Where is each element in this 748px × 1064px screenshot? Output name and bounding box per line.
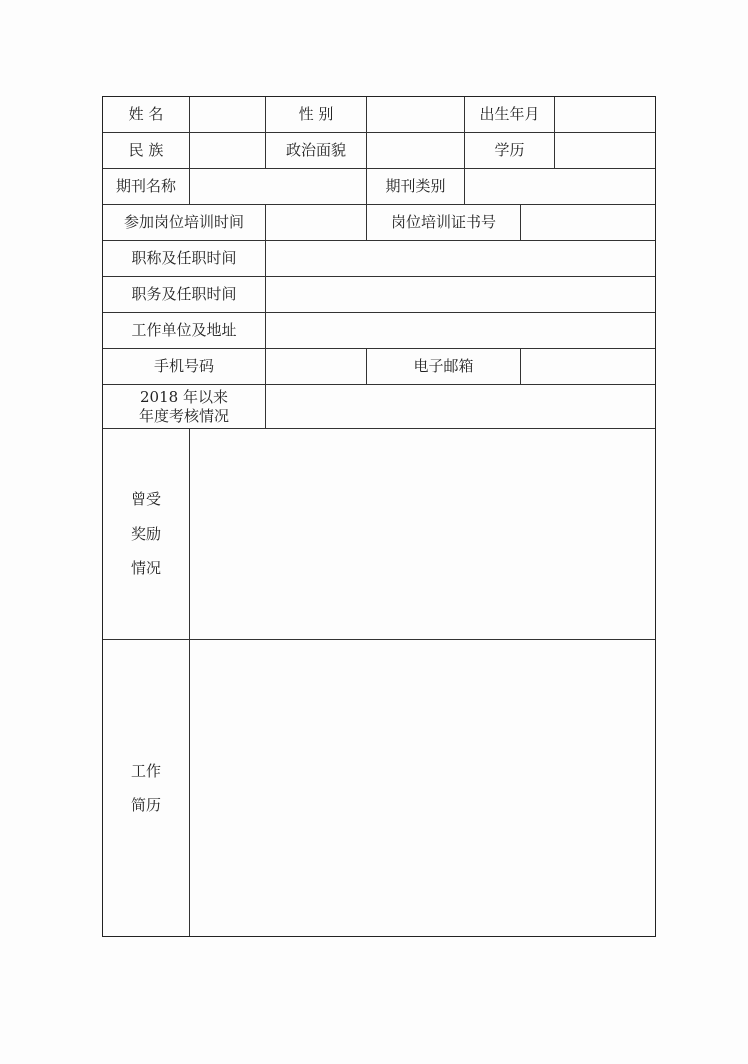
resume-label: 工作 简历 [102, 639, 190, 937]
assessment-label: 2018 年以来 年度考核情况 [102, 384, 266, 429]
mobile-label: 手机号码 [102, 348, 266, 385]
gender-field[interactable] [366, 96, 465, 133]
birth-field[interactable] [554, 96, 656, 133]
awards-label: 曾受 奖励 情况 [102, 428, 190, 640]
education-label: 学历 [464, 132, 555, 169]
name-label: 姓 名 [102, 96, 190, 133]
email-field[interactable] [520, 348, 656, 385]
assessment-field[interactable] [265, 384, 656, 429]
training-time-label: 参加岗位培训时间 [102, 204, 266, 241]
work-unit-address-field[interactable] [265, 312, 656, 349]
title-time-label: 职称及任职时间 [102, 240, 266, 277]
position-time-label: 职务及任职时间 [102, 276, 266, 313]
political-status-field[interactable] [366, 132, 465, 169]
education-field[interactable] [554, 132, 656, 169]
journal-name-label: 期刊名称 [102, 168, 190, 205]
journal-category-label: 期刊类别 [366, 168, 465, 205]
journal-category-field[interactable] [464, 168, 656, 205]
resume-field[interactable] [189, 639, 656, 937]
work-unit-address-label: 工作单位及地址 [102, 312, 266, 349]
name-field[interactable] [189, 96, 266, 133]
political-status-label: 政治面貌 [265, 132, 367, 169]
training-time-field[interactable] [265, 204, 367, 241]
birth-label: 出生年月 [464, 96, 555, 133]
mobile-field[interactable] [265, 348, 367, 385]
title-time-field[interactable] [265, 240, 656, 277]
certificate-no-label: 岗位培训证书号 [366, 204, 521, 241]
journal-name-field[interactable] [189, 168, 367, 205]
ethnicity-field[interactable] [189, 132, 266, 169]
awards-field[interactable] [189, 428, 656, 640]
ethnicity-label: 民 族 [102, 132, 190, 169]
gender-label: 性 别 [265, 96, 367, 133]
position-time-field[interactable] [265, 276, 656, 313]
email-label: 电子邮箱 [366, 348, 521, 385]
certificate-no-field[interactable] [520, 204, 656, 241]
